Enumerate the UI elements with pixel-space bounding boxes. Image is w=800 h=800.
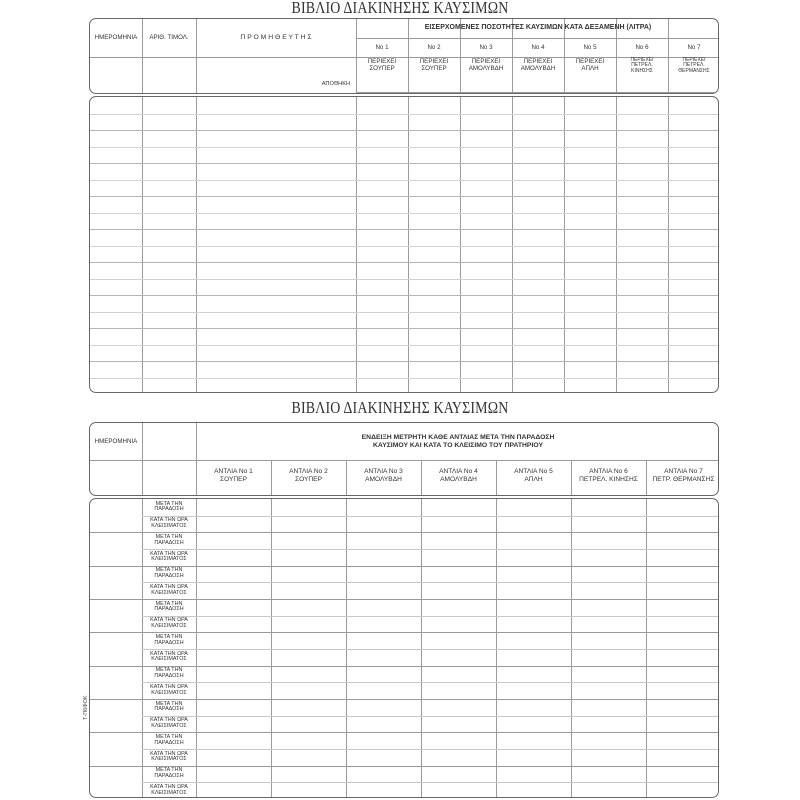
- tank-number-label: No 3: [479, 43, 493, 51]
- body-column-divider: [356, 97, 357, 392]
- body-faint-line: [142, 749, 718, 750]
- header-column-divider: [142, 423, 143, 495]
- after-delivery-label: ΜΕΤΑ ΤΗΝ ΠΑΡΑΔΟΣΗ: [154, 533, 184, 546]
- body-row-divider: [90, 130, 718, 131]
- closing-time-label: ΚΑΤΑ ΤΗΝ ΩΡΑ ΚΛΕΙΣΙΜΑΤΟΣ: [150, 550, 188, 563]
- top-header-table: [89, 18, 719, 94]
- body-column-divider: [564, 97, 565, 392]
- body-column-divider: [496, 499, 497, 797]
- pump-column-header: ΑΝΤΛΙΑ No 6 ΠΕΤΡΕΛ. ΚΙΝΗΣΗΣ: [579, 468, 638, 483]
- body-faint-line: [142, 782, 718, 783]
- closing-time-label: ΚΑΤΑ ΤΗΝ ΩΡΑ ΚΛΕΙΣΙΜΑΤΟΣ: [150, 717, 188, 729]
- body-column-divider: [512, 97, 513, 392]
- after-delivery-label: ΜΕΤΑ ΤΗΝ ΠΑΡΑΔΟΣΗ: [154, 567, 184, 579]
- pump-column-header: ΑΝΤΛΙΑ No 2 ΣΟΥΠΕΡ: [289, 468, 328, 483]
- tank-content-label: ΠΕΡΙΕΧΕΙ ΑΜΟΛΥΒΔΗ: [520, 58, 556, 73]
- supplier-column-header: Π Ρ Ο Μ Η Θ Ε Υ Τ Η Σ: [240, 34, 312, 42]
- pump-column-header: ΑΝΤΛΙΑ No 7 ΠΕΤΡ. ΘΕΡΜΑΝΣΗΣ: [652, 468, 715, 483]
- body-row-divider: [90, 196, 718, 197]
- closing-time-label: ΚΑΤΑ ΤΗΝ ΩΡΑ ΚΛΕΙΣΙΜΑΤΟΣ: [150, 783, 188, 796]
- body-column-divider: [460, 97, 461, 392]
- body-faint-line: [142, 516, 718, 517]
- body-faint-line: [90, 213, 718, 214]
- body-row-divider: [90, 295, 718, 296]
- after-delivery-label: ΜΕΤΑ ΤΗΝ ΠΑΡΑΔΟΣΗ: [154, 667, 184, 679]
- tank-content-label: ΠΕΡΙΕΧΕΙ ΣΟΥΠΕΡ: [419, 58, 449, 73]
- pump-column-header: ΑΝΤΛΙΑ No 1 ΣΟΥΠΕΡ: [214, 468, 253, 483]
- tank-content-label: ΠΕΡΙΕΧΕΙ ΣΟΥΠΕΡ: [367, 58, 397, 73]
- body-column-divider: [421, 499, 422, 797]
- body-column-divider: [571, 499, 572, 797]
- body-faint-line: [142, 716, 718, 717]
- body-row-divider: [90, 163, 718, 164]
- closing-time-label: ΚΑΤΑ ΤΗΝ ΩΡΑ ΚΛΕΙΣΙΜΑΤΟΣ: [150, 650, 188, 663]
- tank-content-label: ΠΕΡΙΕΧΕΙ ΠΕΤΡΕΛ. ΘΕΡΜΑΝΣΗΣ: [678, 57, 710, 74]
- closing-time-label: ΚΑΤΑ ΤΗΝ ΩΡΑ ΚΛΕΙΣΙΜΑΤΟΣ: [150, 750, 188, 763]
- pump-column-header: ΑΝΤΛΙΑ No 4 ΑΜΟΛΥΒΔΗ: [439, 468, 478, 483]
- after-delivery-label: ΜΕΤΑ ΤΗΝ ΠΑΡΑΔΟΣΗ: [154, 633, 184, 646]
- body-faint-line: [142, 582, 718, 583]
- closing-time-label: ΚΑΤΑ ΤΗΝ ΩΡΑ ΚΛΕΙΣΙΜΑΤΟΣ: [150, 517, 188, 529]
- after-delivery-label: ΜΕΤΑ ΤΗΝ ΠΑΡΑΔΟΣΗ: [154, 700, 184, 713]
- body-column-divider: [196, 97, 197, 392]
- body-faint-line: [90, 246, 718, 247]
- date-column-header: ΗΜΕΡΟΜΗΝΙΑ: [94, 437, 138, 445]
- meter-reading-header: ΕΝΔΕΙΞΗ ΜΕΤΡΗΤΗ ΚΑΘΕ ΑΝΤΛΙΑΣ ΜΕΤΑ ΤΗΝ ΠΑΡΑΔΟΣΗ ΚΑΥΣΙΜΟΥ ΚΑΙ ΚΑΤΑ ΤΟ ΚΛΕΙΣΙΜΟ ΤΟΥ ΠΡΑΤΗΡΙΟΥ: [361, 433, 555, 449]
- body-column-divider: [408, 97, 409, 392]
- body-row-divider: [90, 262, 718, 263]
- tank-content-label: ΠΕΡΙΕΧΕΙ ΑΜΟΛΥΒΔΗ: [468, 58, 504, 73]
- body-column-divider: [646, 499, 647, 797]
- body-faint-line: [90, 180, 718, 181]
- body-faint-line: [90, 147, 718, 148]
- after-delivery-label: ΜΕΤΑ ΤΗΝ ΠΑΡΑΔΟΣΗ: [154, 600, 184, 613]
- closing-time-label: ΚΑΤΑ ΤΗΝ ΩΡΑ ΚΛΕΙΣΙΜΑΤΟΣ: [150, 583, 188, 596]
- body-faint-line: [90, 378, 718, 379]
- body-faint-line: [90, 279, 718, 280]
- body-column-divider: [668, 97, 669, 392]
- body-row-divider: [90, 328, 718, 329]
- body-faint-line: [90, 114, 718, 115]
- warehouse-label: ΑΠΟΘΗΚΗ: [321, 80, 350, 87]
- closing-time-label: ΚΑΤΑ ΤΗΝ ΩΡΑ ΚΛΕΙΣΙΜΑΤΟΣ: [150, 617, 188, 629]
- body-faint-line: [142, 549, 718, 550]
- tank-number-label: No 4: [531, 43, 545, 51]
- tank-content-label: ΠΕΡΙΕΧΕΙ ΠΕΤΡΕΛ. ΚΙΝΗΣΗΣ: [630, 57, 654, 74]
- bottom-header-table: [89, 422, 719, 496]
- tank-number-label: No 7: [687, 43, 701, 51]
- tank-number-label: No 6: [635, 43, 649, 51]
- after-delivery-label: ΜΕΤΑ ΤΗΝ ΠΑΡΑΔΟΣΗ: [154, 767, 184, 779]
- body-row-divider: [90, 361, 718, 362]
- after-delivery-label: ΜΕΤΑ ΤΗΝ ΠΑΡΑΔΟΣΗ: [154, 500, 184, 513]
- closing-time-label: ΚΑΤΑ ΤΗΝ ΩΡΑ ΚΛΕΙΣΙΜΑΤΟΣ: [150, 683, 188, 696]
- tank-number-label: No 2: [427, 43, 441, 51]
- bottom-title: ΒΙΒΛΙΟ ΔΙΑΚΙΝΗΣΗΣ ΚΑΥΣΙΜΩΝ: [291, 398, 509, 417]
- date-column-header: ΗΜΕΡΟΜΗΝΙΑ: [94, 34, 138, 42]
- tank-number-label: No 1: [375, 43, 389, 51]
- incoming-quantities-header: ΕΙΣΕΡΧΟΜΕΝΕΣ ΠΟΣΟΤΗΤΕΣ ΚΑΥΣΙΜΩΝ ΚΑΤΑ ΔΕΞΑΜΕΝΗ (ΛΙΤΡΑ): [424, 24, 652, 32]
- tank-content-label: ΠΕΡΙΕΧΕΙ ΑΠΛΗ: [575, 58, 605, 73]
- body-faint-line: [142, 682, 718, 683]
- top-title: ΒΙΒΛΙΟ ΔΙΑΚΙΝΗΣΗΣ ΚΑΥΣΙΜΩΝ: [291, 0, 509, 17]
- after-delivery-label: ΜΕΤΑ ΤΗΝ ΠΑΡΑΔΟΣΗ: [154, 733, 184, 746]
- body-column-divider: [142, 97, 143, 392]
- pump-column-header: ΑΝΤΛΙΑ No 5 ΑΠΛΗ: [514, 468, 553, 483]
- body-column-divider: [616, 97, 617, 392]
- body-faint-line: [142, 616, 718, 617]
- body-faint-line: [142, 649, 718, 650]
- body-faint-line: [90, 345, 718, 346]
- tank-number-label: No 5: [583, 43, 597, 51]
- body-column-divider: [196, 499, 197, 797]
- top-body-table: [89, 96, 719, 393]
- body-row-divider: [90, 229, 718, 230]
- body-faint-line: [90, 312, 718, 313]
- side-code: Τ-Π6ΦΟΚ: [83, 695, 89, 720]
- invoice-column-header: ΑΡΙΘ. ΤΙΜΟΛ.: [149, 34, 189, 42]
- pump-column-header: ΑΝΤΛΙΑ No 3 ΑΜΟΛΥΒΔΗ: [364, 468, 403, 483]
- body-column-divider: [346, 499, 347, 797]
- bottom-body-table: [89, 498, 719, 798]
- body-column-divider: [271, 499, 272, 797]
